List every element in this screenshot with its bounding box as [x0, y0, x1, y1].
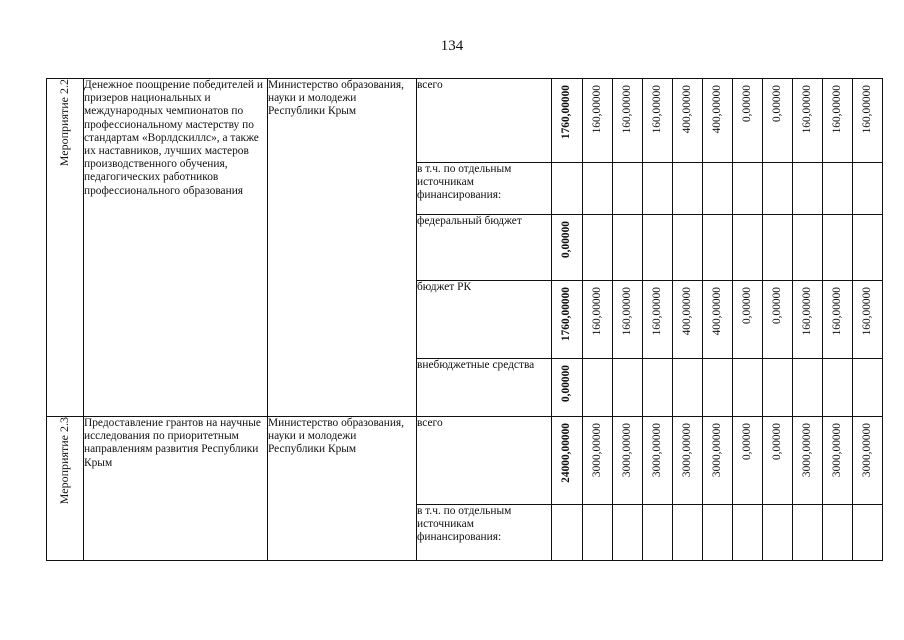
year-value: 3000,00000	[710, 423, 723, 478]
year-cell	[583, 79, 613, 163]
measure-executor: Министерство образования, науки и молодежи Республики Крым	[268, 79, 417, 417]
total-cell	[552, 163, 583, 215]
year-value: 400,00000	[710, 287, 723, 336]
year-value: 400,00000	[710, 85, 723, 134]
table-row	[47, 417, 883, 505]
year-cell	[673, 281, 703, 359]
funding-source: бюджет РК	[417, 281, 552, 359]
year-cell	[613, 359, 643, 417]
year-cell	[793, 505, 823, 561]
year-cell	[643, 79, 673, 163]
year-cell	[643, 359, 673, 417]
year-value: 160,00000	[620, 287, 633, 336]
year-cell	[613, 417, 643, 505]
year-cell	[703, 79, 733, 163]
year-cell	[733, 359, 763, 417]
year-cell	[853, 215, 883, 281]
year-cell	[673, 79, 703, 163]
year-cell	[643, 505, 673, 561]
year-value: 0,00000	[770, 423, 783, 461]
year-cell	[853, 281, 883, 359]
year-cell	[733, 505, 763, 561]
funding-source: в т.ч. по отдельным источникам финансирования:	[417, 163, 552, 215]
year-cell	[583, 163, 613, 215]
year-value: 0,00000	[770, 287, 783, 325]
year-value: 3000,00000	[590, 423, 603, 478]
year-cell	[733, 163, 763, 215]
total-value: 1760,00000	[560, 85, 573, 140]
year-value: 160,00000	[860, 85, 873, 134]
year-value: 3000,00000	[800, 423, 813, 478]
year-cell	[643, 281, 673, 359]
year-cell	[793, 79, 823, 163]
year-cell	[763, 79, 793, 163]
measure-id-label: Мероприятие 2.2	[57, 79, 72, 167]
year-cell	[673, 215, 703, 281]
year-value: 400,00000	[680, 287, 693, 336]
total-value: 0,00000	[560, 365, 573, 403]
year-cell	[583, 281, 613, 359]
funding-source: всего	[417, 79, 552, 163]
year-cell	[793, 281, 823, 359]
year-value: 160,00000	[620, 85, 633, 134]
year-cell	[763, 417, 793, 505]
year-value: 400,00000	[680, 85, 693, 134]
measure-description: Денежное поощрение победителей и призеров национальных и международных чемпионатов по профессиональному мастерству по стандартам «Ворлдскиллс», а также их наставников, лучших мастеров производственного обучения, педагогических работников профессионального образования	[84, 79, 268, 417]
year-cell	[763, 215, 793, 281]
year-cell	[823, 215, 853, 281]
total-cell	[552, 215, 583, 281]
year-cell	[763, 505, 793, 561]
year-cell	[643, 163, 673, 215]
year-value: 3000,00000	[860, 423, 873, 478]
year-cell	[823, 417, 853, 505]
year-cell	[703, 417, 733, 505]
year-cell	[643, 417, 673, 505]
year-cell	[613, 281, 643, 359]
table-row	[47, 79, 883, 163]
year-value: 160,00000	[650, 85, 663, 134]
year-cell	[793, 359, 823, 417]
year-cell	[583, 359, 613, 417]
year-cell	[613, 163, 643, 215]
year-cell	[763, 163, 793, 215]
measure-description: Предоставление грантов на научные исследования по приоритетным направлениям развития Республики Крым	[84, 417, 268, 561]
measure-executor: Министерство образования, науки и молодежи Республики Крым	[268, 417, 417, 561]
year-cell	[763, 359, 793, 417]
year-cell	[673, 505, 703, 561]
year-cell	[673, 163, 703, 215]
year-cell	[703, 163, 733, 215]
year-value: 160,00000	[650, 287, 663, 336]
funding-source: внебюджетные средства	[417, 359, 552, 417]
year-cell	[733, 215, 763, 281]
year-cell	[583, 417, 613, 505]
year-cell	[613, 79, 643, 163]
year-cell	[793, 163, 823, 215]
year-cell	[793, 215, 823, 281]
year-cell	[583, 215, 613, 281]
funding-source: федеральный бюджет	[417, 215, 552, 281]
year-cell	[853, 163, 883, 215]
year-value: 3000,00000	[680, 423, 693, 478]
budget-table	[46, 78, 883, 561]
year-value: 160,00000	[830, 85, 843, 134]
year-cell	[853, 359, 883, 417]
year-value: 0,00000	[770, 85, 783, 123]
year-cell	[823, 281, 853, 359]
year-cell	[793, 417, 823, 505]
year-cell	[703, 281, 733, 359]
total-cell	[552, 359, 583, 417]
total-cell	[552, 417, 583, 505]
year-value: 0,00000	[740, 287, 753, 325]
year-value: 160,00000	[800, 85, 813, 134]
year-value: 3000,00000	[830, 423, 843, 478]
budget-table-body	[47, 79, 883, 561]
page-number: 134	[440, 38, 464, 54]
year-cell	[583, 505, 613, 561]
year-value: 0,00000	[740, 85, 753, 123]
year-value: 160,00000	[590, 85, 603, 134]
year-cell	[673, 359, 703, 417]
year-cell	[763, 281, 793, 359]
year-value: 0,00000	[740, 423, 753, 461]
year-cell	[853, 505, 883, 561]
year-cell	[673, 417, 703, 505]
measure-id-label: Мероприятие 2.3	[57, 417, 72, 505]
year-cell	[823, 505, 853, 561]
year-cell	[733, 79, 763, 163]
year-cell	[853, 417, 883, 505]
total-cell	[552, 79, 583, 163]
year-cell	[823, 163, 853, 215]
year-cell	[733, 417, 763, 505]
total-cell	[552, 505, 583, 561]
year-cell	[643, 215, 673, 281]
year-cell	[613, 505, 643, 561]
year-cell	[853, 79, 883, 163]
total-value: 24000,00000	[560, 423, 573, 483]
year-value: 160,00000	[830, 287, 843, 336]
year-value: 160,00000	[860, 287, 873, 336]
total-value: 0,00000	[560, 221, 573, 259]
year-value: 160,00000	[800, 287, 813, 336]
year-cell	[823, 79, 853, 163]
year-cell	[703, 215, 733, 281]
year-cell	[733, 281, 763, 359]
measure-id-cell	[47, 79, 84, 417]
total-cell	[552, 281, 583, 359]
year-value: 3000,00000	[620, 423, 633, 478]
funding-source: всего	[417, 417, 552, 505]
year-value: 3000,00000	[650, 423, 663, 478]
total-value: 1760,00000	[560, 287, 573, 342]
year-cell	[823, 359, 853, 417]
funding-source: в т.ч. по отдельным источникам финансирования:	[417, 505, 552, 561]
year-cell	[613, 215, 643, 281]
measure-id-cell	[47, 417, 84, 561]
year-cell	[703, 505, 733, 561]
year-cell	[703, 359, 733, 417]
year-value: 160,00000	[590, 287, 603, 336]
